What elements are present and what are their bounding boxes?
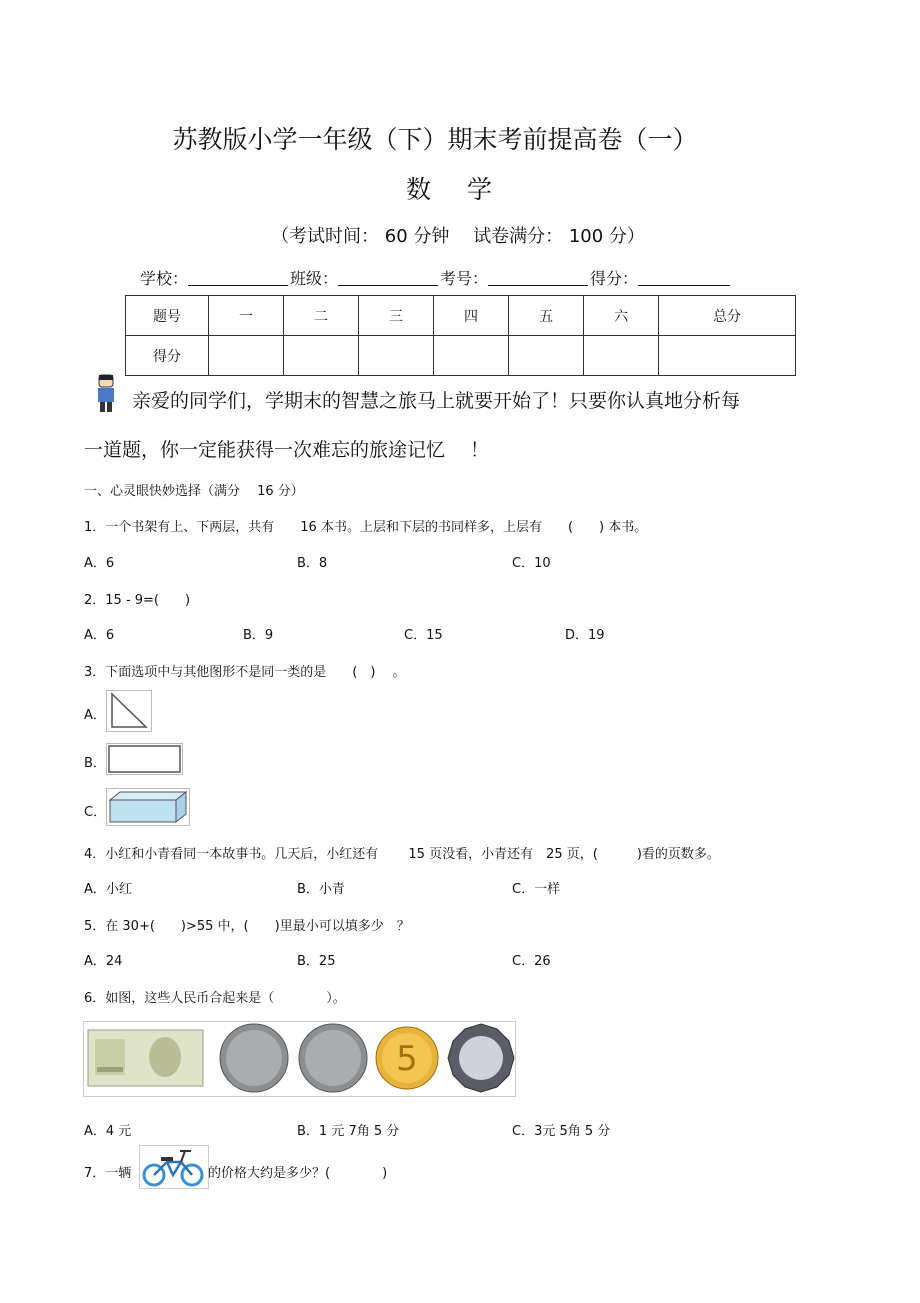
rectangle-figure: [106, 743, 183, 775]
q5-option-b: B．25: [297, 954, 336, 969]
page-title: 苏教版小学一年级（下）期末考前提高卷（一）: [172, 125, 698, 154]
coin-denomination: 5: [396, 1039, 418, 1079]
question-7-prefix: 7．一辆: [84, 1166, 132, 1181]
q3-option-a: A．: [84, 708, 106, 723]
table-cell: [434, 336, 509, 376]
question-3: 3．下面选项中与其他图形不是同一类的是 ( ) 。: [84, 665, 406, 680]
question-7-suffix: 的价格大约是多少？( ): [208, 1166, 388, 1181]
q6-option-b: B．1 元 7角 5 分: [297, 1124, 400, 1139]
question-5: 5．在 30+( )>55 中，( )里最小可以填多少 ？: [84, 919, 410, 934]
student-icon: [94, 374, 118, 414]
q6-option-c: C．3元 5角 5 分: [512, 1124, 611, 1139]
score-table-score-row: [126, 336, 796, 376]
exam-info: （考试时间： 60 分钟 试卷满分： 100 分）: [271, 226, 645, 247]
five-jiao-coin: [376, 1027, 438, 1089]
q6-option-a: A．4 元: [84, 1124, 132, 1139]
table-cell: 总分: [659, 296, 796, 336]
question-4: 4．小红和小青看同一本故事书。几天后，小红还有 15 页没看，小青还有 25 页，( )看的页数多。: [84, 847, 720, 862]
section-1-title: 一、心灵眼快妙选择（满分 16 分）: [84, 484, 304, 499]
table-cell: [659, 336, 796, 376]
q5-option-a: A．24: [84, 954, 123, 969]
q1-option-c: C．10: [512, 556, 551, 571]
table-cell: [509, 336, 584, 376]
subject-title: 数 学: [406, 175, 506, 204]
table-cell: 二: [284, 296, 359, 336]
q2-option-a: A．6: [84, 628, 115, 643]
table-cell: [584, 336, 659, 376]
one-yuan-coin: [220, 1024, 288, 1092]
q2-option-d: D．19: [565, 628, 605, 643]
table-cell: 五: [509, 296, 584, 336]
one-yuan-banknote: [88, 1030, 203, 1086]
q3-option-b: B．: [84, 756, 106, 771]
q3-option-c: C．: [84, 805, 107, 820]
intro-line-2: 一道题，你一定能获得一次难忘的旅途记忆 ！: [84, 439, 490, 461]
student-info-fields: [140, 266, 732, 289]
q2-option-c: C．15: [404, 628, 443, 643]
q2-option-b: B．9: [243, 628, 274, 643]
exam-number-blank: [488, 267, 588, 286]
class-label: 班级：: [290, 269, 339, 288]
question-6: 6．如图，这些人民币合起来是（ ）。: [84, 991, 346, 1006]
money-figure: [83, 1021, 516, 1097]
score-label: 得分：: [590, 269, 639, 288]
one-yuan-coin: [299, 1024, 367, 1092]
table-cell: 三: [359, 296, 434, 336]
table-cell: 六: [584, 296, 659, 336]
q5-option-c: C．26: [512, 954, 551, 969]
question-1: 1．一个书架有上、下两层，共有 16 本书。上层和下层的书同样多，上层有 ( ) 本书。: [84, 520, 648, 535]
school-label: 学校：: [140, 269, 189, 288]
q1-option-b: B．8: [297, 556, 328, 571]
table-cell: 题号: [126, 296, 209, 336]
score-table-header-row: [126, 296, 796, 336]
table-cell: [284, 336, 359, 376]
table-cell: [359, 336, 434, 376]
table-cell: [209, 336, 284, 376]
intro-line-1: 亲爱的同学们，学期末的智慧之旅马上就要开始了！只要你认真地分析每: [132, 390, 741, 412]
score-table: [125, 295, 796, 376]
class-blank: [338, 267, 438, 286]
triangle-figure: [106, 690, 152, 732]
q1-option-a: A．6: [84, 556, 115, 571]
school-blank: [188, 267, 288, 286]
table-cell: 一: [209, 296, 284, 336]
q4-option-c: C．一样: [512, 882, 561, 897]
table-cell: 得分: [126, 336, 209, 376]
table-cell: 四: [434, 296, 509, 336]
q4-option-b: B．小青: [297, 882, 345, 897]
q4-option-a: A．小红: [84, 882, 132, 897]
question-2: 2．15 - 9=( ): [84, 593, 191, 608]
exam-number-label: 考号：: [440, 269, 489, 288]
cuboid-figure: [106, 788, 190, 826]
bicycle-image: [139, 1145, 209, 1189]
score-blank: [638, 267, 730, 286]
